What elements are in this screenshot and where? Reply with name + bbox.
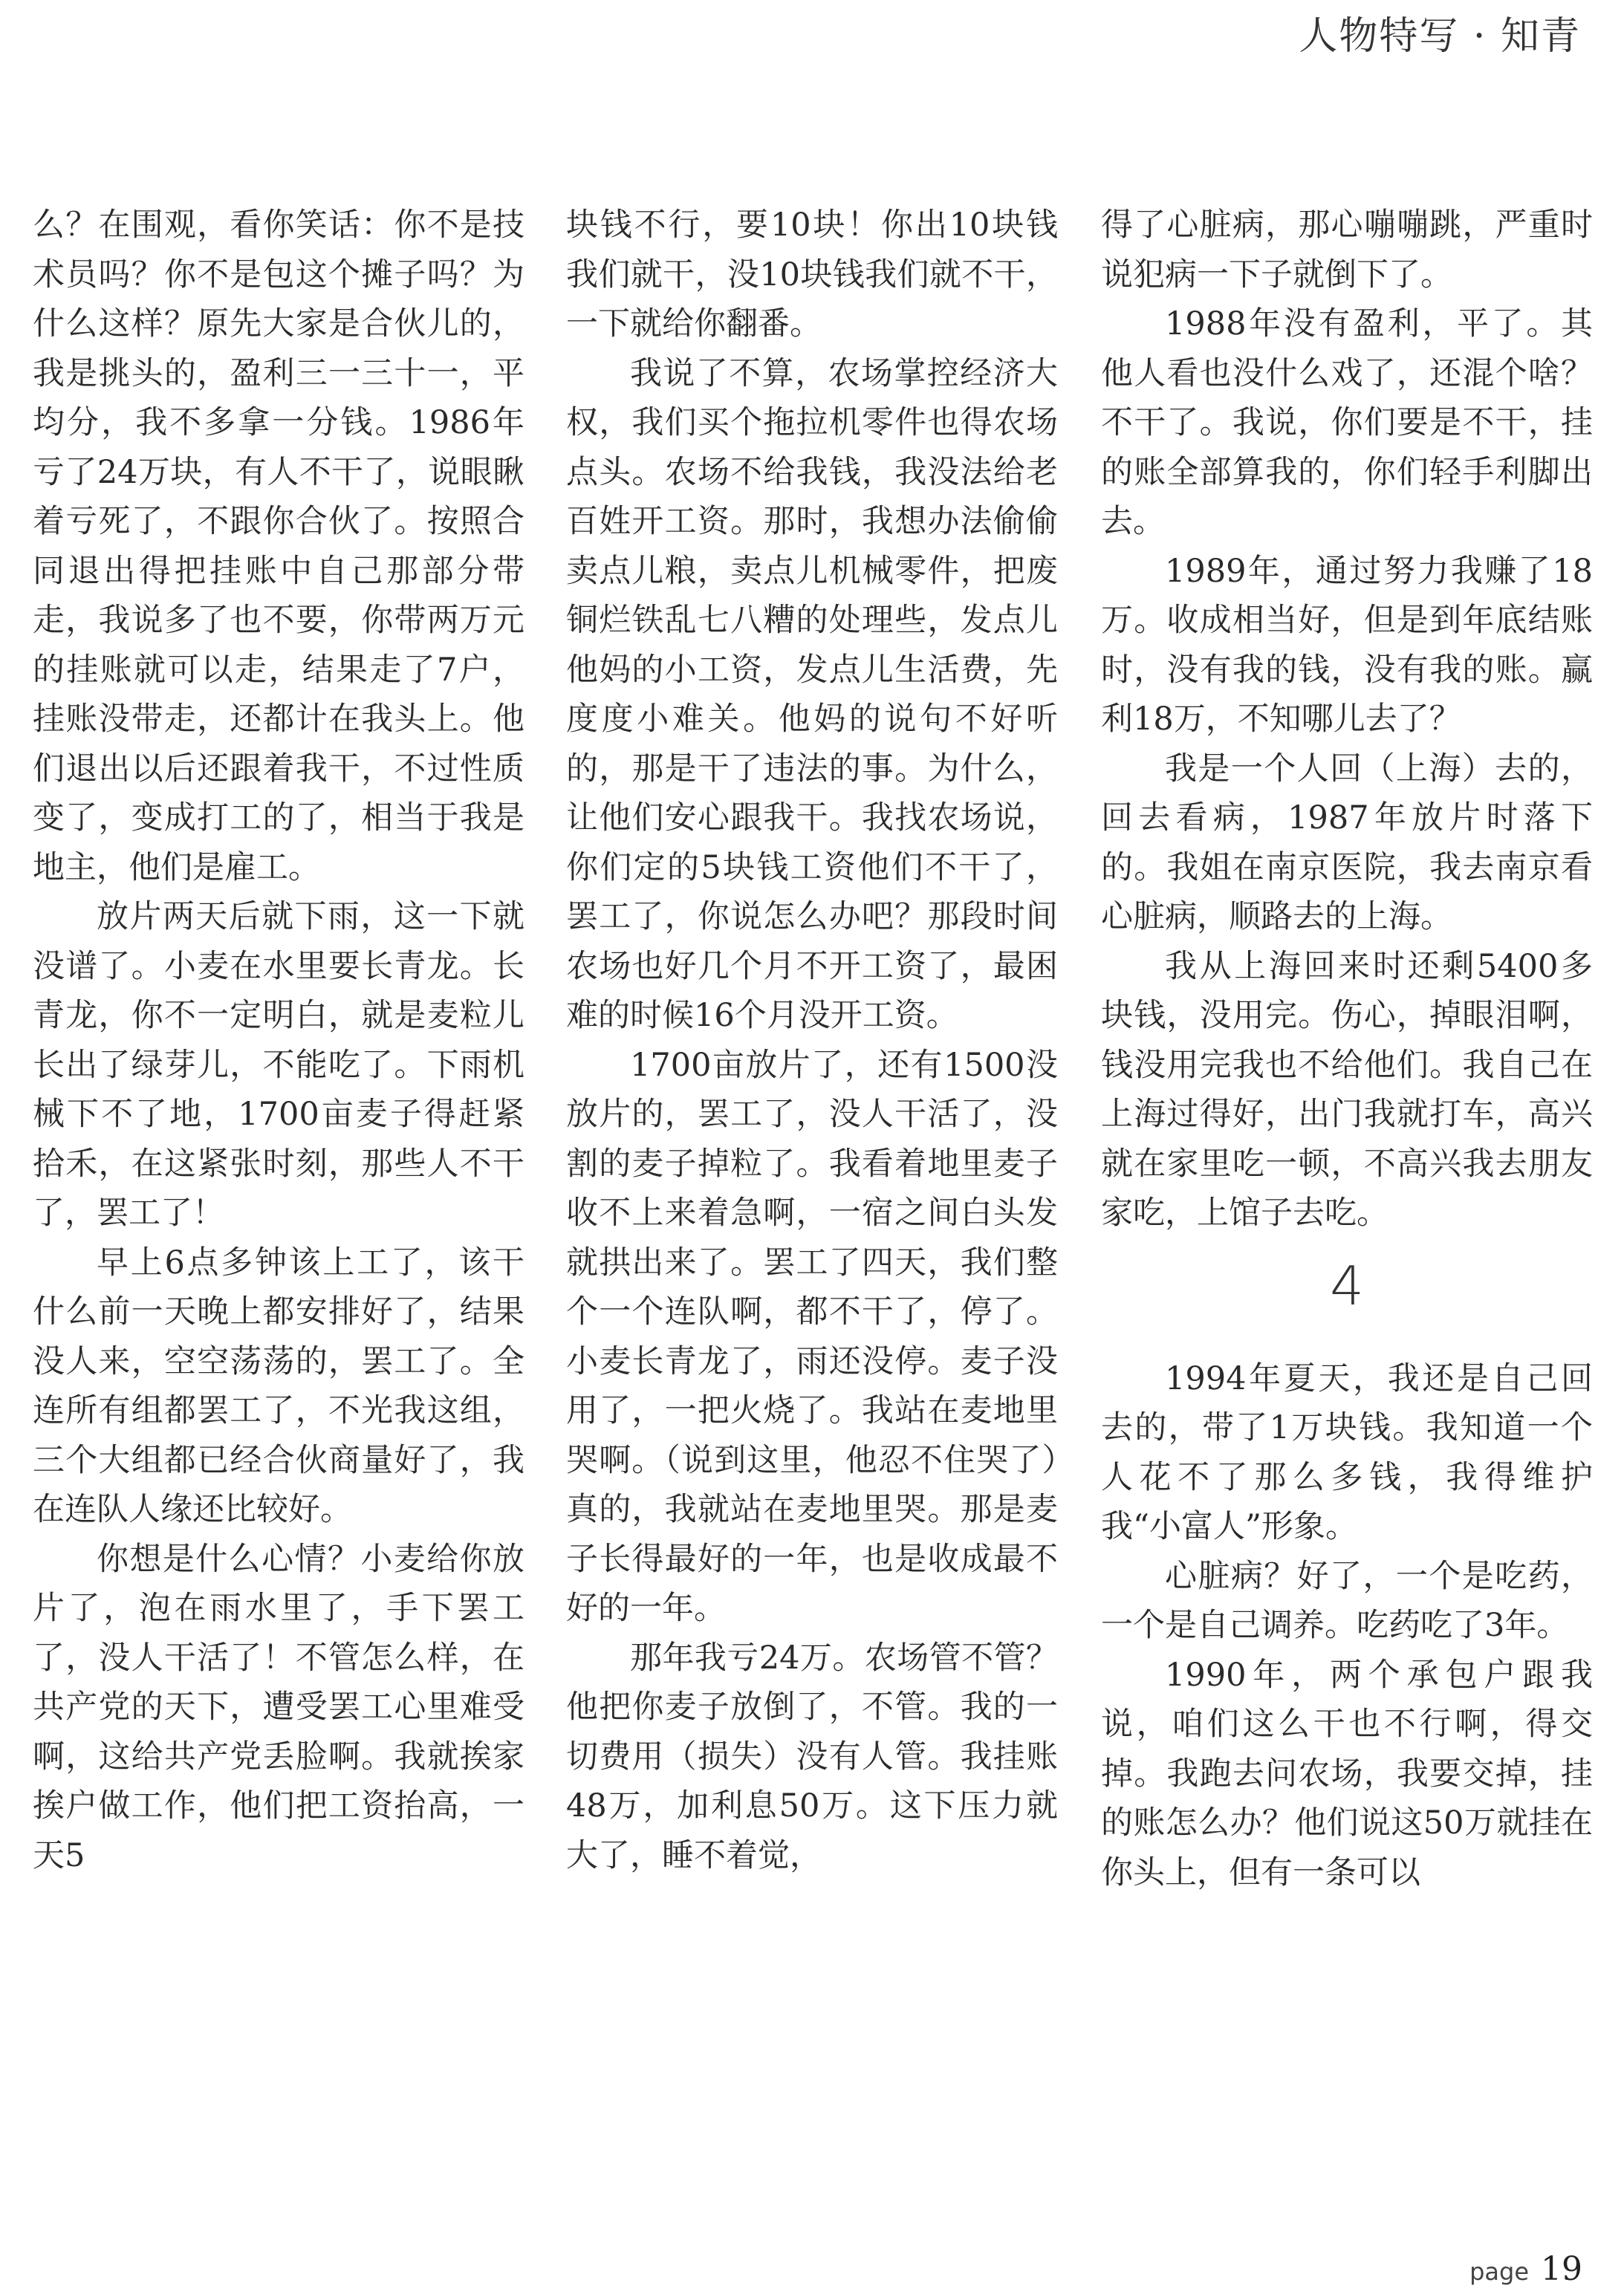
- paragraph: 1994年夏天，我还是自己回去的，带了1万块钱。我知道一个人花不了那么多钱，我得维护我“小富人”形象。: [1101, 1359, 1593, 1545]
- paragraph: 1988年没有盈利，平了。其他人看也没什么戏了，还混个啥？不干了。我说，你们要是不干，挂的账全部算我的，你们轻手利脚出去。: [1101, 305, 1593, 540]
- paragraph: 得了心脏病，那心嘣嘣跳，严重时说犯病一下子就倒下了。: [1101, 207, 1593, 293]
- text-column-2: [566, 201, 1058, 1880]
- page-number: 19: [1541, 2250, 1582, 2288]
- paragraph: 你想是什么心情？小麦给你放片了，泡在雨水里了，手下罢工了，没人干活了！不管怎么样，在共产党的天下，遭受罢工心里难受啊，这给共产党丢脸啊。我就挨家挨户做工作，他们把工资抬高，一天5: [33, 1540, 524, 1874]
- paragraph: 早上6点多钟该上工了，该干什么前一天晚上都安排好了，结果没人来，空空荡荡的，罢工了。全连所有组都罢工了，不光我这组，三个大组都已经合伙商量好了，我在连队人缘还比较好。: [33, 1244, 524, 1528]
- paragraph: 1700亩放片了，还有1500没放片的，罢工了，没人干活了，没割的麦子掉粒了。我看着地里麦子收不上来着急啊，一宿之间白头发就拱出来了。罢工了四天，我们整个一个连队啊，都不干了，停了。小麦长青龙了，雨还没停。麦子没用了，一把火烧了。我站在麦地里哭啊。（说到这里，他忍不住哭了）真的，我就站在麦地里哭。那是麦子长得最好的一年，也是收成最不好的一年。: [566, 1046, 1058, 1627]
- paragraph: 心脏病？好了，一个是吃药，一个是自己调养。吃药吃了3年。: [1101, 1557, 1593, 1644]
- paragraph: 我是一个人回（上海）去的，回去看病，1987年放片时落下的。我姐在南京医院，我去南京看心脏病，顺路去的上海。: [1101, 750, 1593, 935]
- text-column-3: [1101, 201, 1593, 1897]
- text-column-1: [33, 201, 524, 1880]
- page-label: page: [1469, 2258, 1529, 2286]
- section-label: 人物特写 · 知青: [1299, 14, 1581, 59]
- page-footer: [1469, 2250, 1582, 2288]
- paragraph: 我从上海回来时还剩5400多块钱，没用完。伤心，掉眼泪啊，钱没用完我也不给他们。我自己在上海过得好，出门我就打车，高兴就在家里吃一顿，不高兴我去朋友家吃，上馆子去吃。: [1101, 947, 1593, 1232]
- paragraph: 放片两天后就下雨，这一下就没谱了。小麦在水里要长青龙。长青龙，你不一定明白，就是麦粒儿长出了绿芽儿，不能吃了。下雨机械下不了地，1700亩麦子得赶紧拾禾，在这紧张时刻，那些人不干了，罢工了！: [33, 898, 524, 1232]
- paragraph: 1989年，通过努力我赚了18万。收成相当好，但是到年底结账时，没有我的钱，没有我的账。赢利18万，不知哪儿去了？: [1101, 552, 1593, 738]
- paragraph: 1990年，两个承包户跟我说，咱们这么干也不行啊，得交掉。我跑去问农场，我要交掉，挂的账怎么办？他们说这50万就挂在你头上，但有一条可以: [1101, 1656, 1593, 1891]
- paragraph: 块钱不行，要10块！你出10块钱我们就干，没10块钱我们就不干，一下就给你翻番。: [566, 207, 1058, 342]
- paragraph: 那年我亏24万。农场管不管？他把你麦子放倒了，不管。我的一切费用（损失）没有人管。我挂账48万，加利息50万。这下压力就大了，睡不着觉，: [566, 1639, 1058, 1874]
- paragraph: 我说了不算，农场掌控经济大权，我们买个拖拉机零件也得农场点头。农场不给我钱，我没法给老百姓开工资。那时，我想办法偷偷卖点儿粮，卖点儿机械零件，把废铜烂铁乱七八糟的处理些，发点儿他妈的小工资，发点儿生活费，先度度小难关。他妈的说句不好听的，那是干了违法的事。为什么，让他们安心跟我干。我找农场说，你们定的5块钱工资他们不干了，罢工了，你说怎么办吧？那段时间农场也好几个月不开工资了，最困难的时候16个月没开工资。: [566, 354, 1058, 1034]
- section-number: 4: [1330, 1254, 1364, 1317]
- paragraph: 么？在围观，看你笑话：你不是技术员吗？你不是包这个摊子吗？为什么这样？原先大家是合伙儿的，我是挑头的，盈利三一三十一，平均分，我不多拿一分钱。1986年亏了24万块，有人不干了，说眼瞅着亏死了，不跟你合伙了。按照合同退出得把挂账中自己那部分带走，我说多了也不要，你带两万元的挂账就可以走，结果走了7户，挂账没带走，还都计在我头上。他们退出以后还跟着我干，不过性质变了，变成打工的了，相当于我是地主，他们是雇工。: [33, 207, 524, 886]
